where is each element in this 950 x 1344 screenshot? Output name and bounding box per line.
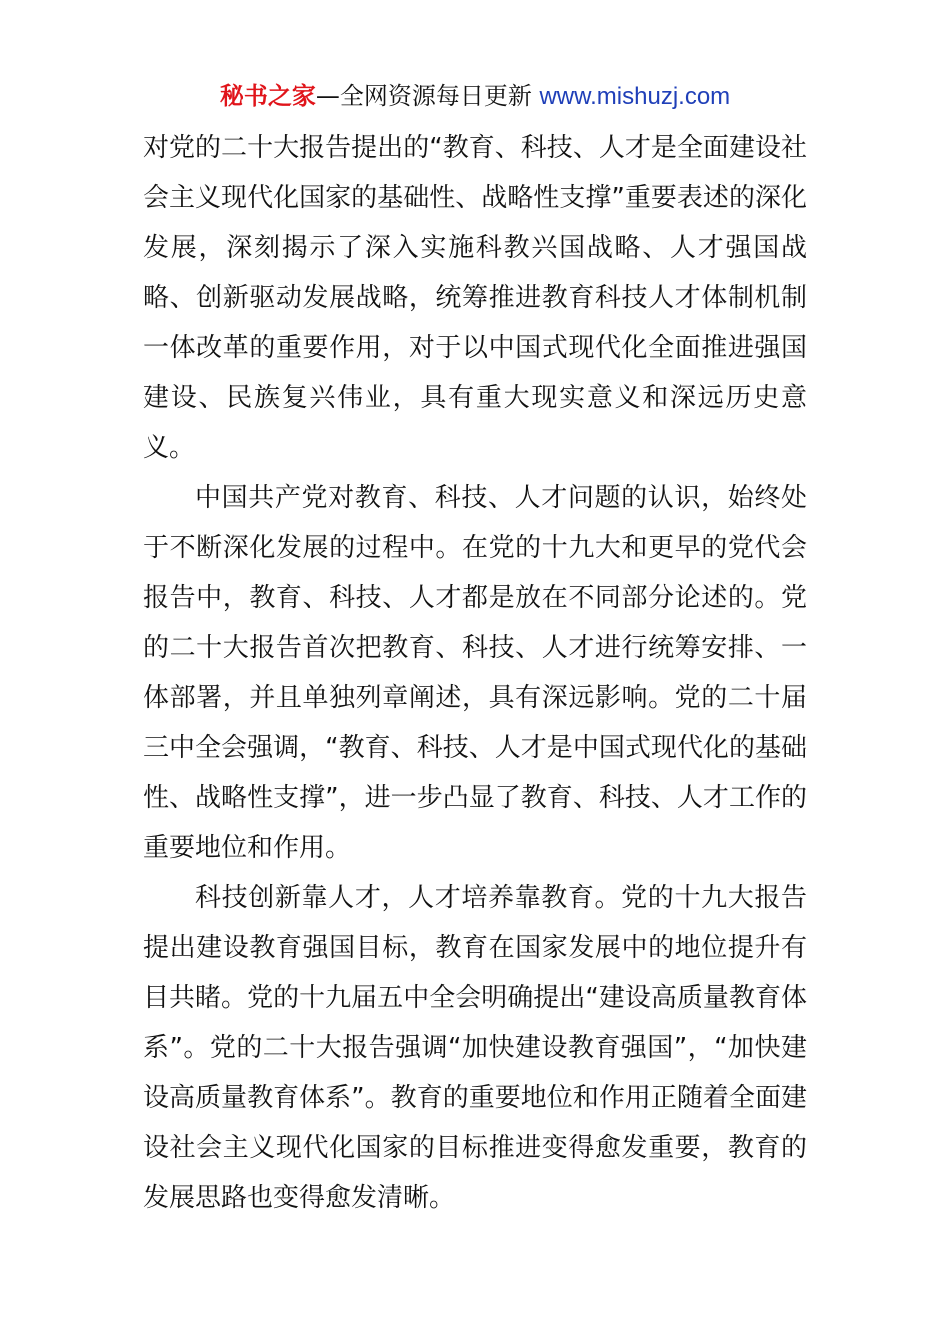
- paragraph-3: 科技创新靠人才，人才培养靠教育。党的十九大报告提出建设教育强国目标，教育在国家发展中的地位提升有目共睹。党的十九届五中全会明确提出“建设高质量教育体系”。党的二十大报告强调“加快建设教育强国”，“加快建设高质量教育体系”。教育的重要地位和作用正随着全面建设社会主义现代化国家的目标推进变得愈发重要，教育的发展思路也变得愈发清晰。: [143, 883, 807, 1213]
- page-header: [0, 78, 950, 115]
- header-tagline: —全网资源每日更新: [315, 82, 532, 110]
- document-body: [143, 123, 807, 1223]
- brand-name: 秘书之家: [219, 82, 316, 110]
- paragraph-2: 中国共产党对教育、科技、人才问题的认识，始终处于不断深化发展的过程中。在党的十九大和更早的党代会报告中，教育、科技、人才都是放在不同部分论述的。党的二十大报告首次把教育、科技、人才进行统筹安排、一体部署，并且单独列章阐述，具有深远影响。党的二十届三中全会强调，“教育、科技、人才是中国式现代化的基础性、战略性支撑”，进一步凸显了教育、科技、人才工作的重要地位和作用。: [143, 483, 807, 863]
- paragraph-1: 对党的二十大报告提出的“教育、科技、人才是全面建设社会主义现代化国家的基础性、战略性支撑”重要表述的深化发展，深刻揭示了深入实施科教兴国战略、人才强国战略、创新驱动发展战略，统筹推进教育科技人才体制机制一体改革的重要作用，对于以中国式现代化全面推进强国建设、民族复兴伟业，具有重大现实意义和深远历史意义。: [143, 133, 807, 463]
- site-url-link[interactable]: www.mishuzj.com: [539, 83, 731, 110]
